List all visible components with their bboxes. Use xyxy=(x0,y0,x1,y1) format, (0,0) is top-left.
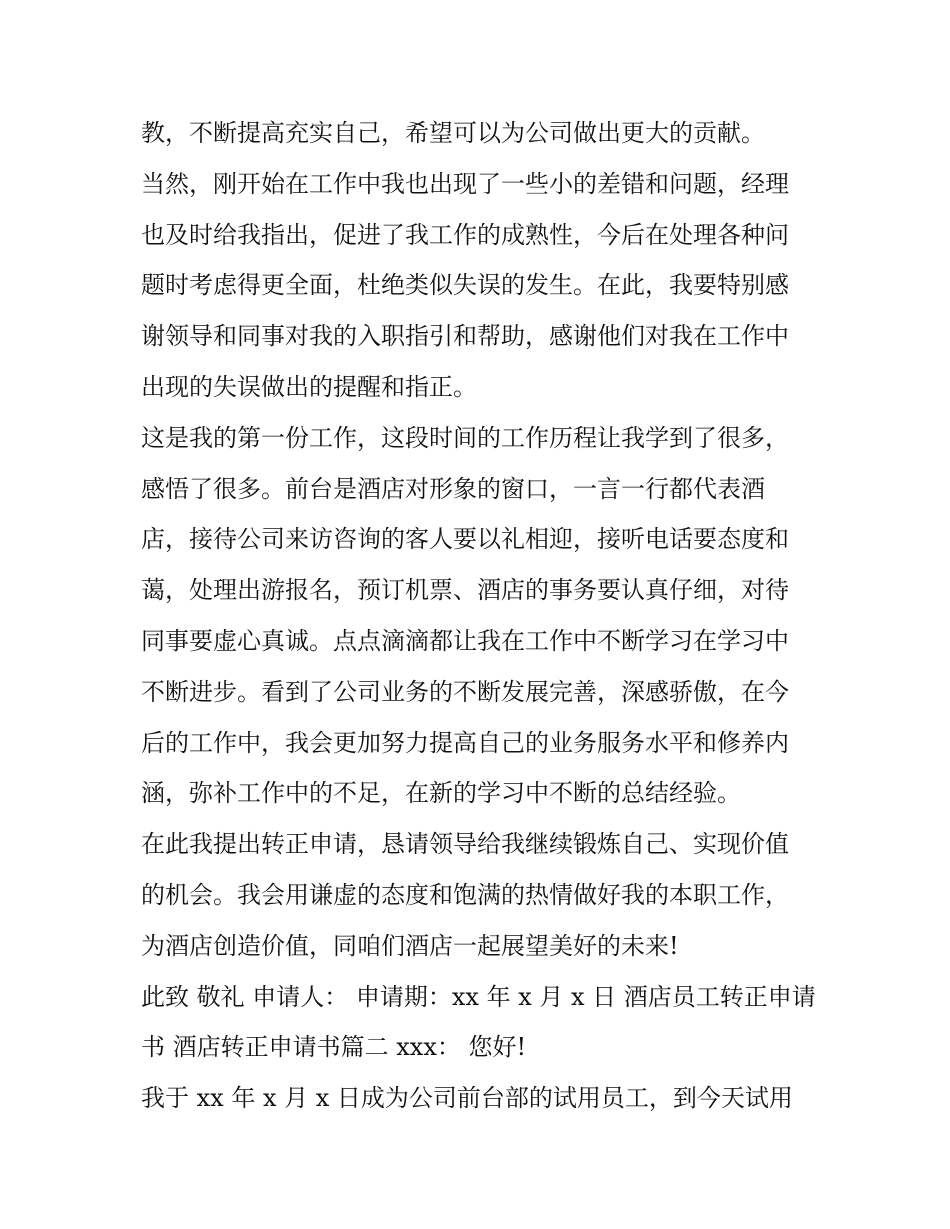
text-line-8: 感悟了很多。前台是酒店对形象的窗口，一言一行都代表酒 xyxy=(141,474,765,503)
text-line-5: 谢领导和同事对我的入职指引和帮助，感谢他们对我在工作中 xyxy=(141,322,789,351)
text-line-20: 我于 xx 年 x 月 x 日成为公司前台部的试用员工，到今天试用 xyxy=(141,1084,793,1113)
text-line-18: 此致 敬礼 申请人： 申请期：xx 年 x 月 x 日 酒店员工转正申请 xyxy=(141,982,816,1011)
text-line-17: 为酒店创造价值，同咱们酒店一起展望美好的未来! xyxy=(141,931,679,960)
text-line-6: 出现的失误做出的提醒和指正。 xyxy=(141,372,477,401)
text-line-10: 蔼，处理出游报名，预订机票、酒店的事务要认真仔细，对待 xyxy=(141,576,789,605)
text-line-7: 这是我的第一份工作，这段时间的工作历程让我学到了很多， xyxy=(141,423,789,452)
text-line-19: 书 酒店转正申请书篇二 xxx： 您好! xyxy=(141,1033,527,1062)
text-line-9: 店，接待公司来访咨询的客人要以礼相迎，接听电话要态度和 xyxy=(141,525,789,554)
text-line-12: 不断进步。看到了公司业务的不断发展完善，深感骄傲，在今 xyxy=(141,677,789,706)
text-line-11: 同事要虚心真诚。点点滴滴都让我在工作中不断学习在学习中 xyxy=(141,626,789,655)
text-line-2: 当然，刚开始在工作中我也出现了一些小的差错和问题，经理 xyxy=(141,169,789,198)
text-line-4: 题时考虑得更全面，杜绝类似失误的发生。在此，我要特别感 xyxy=(141,271,789,300)
text-line-14: 涵，弥补工作中的不足，在新的学习中不断的总结经验。 xyxy=(141,779,741,808)
text-line-15: 在此我提出转正申请，恳请领导给我继续锻炼自己、实现价值 xyxy=(141,830,789,859)
text-line-3: 也及时给我指出，促进了我工作的成熟性，今后在处理各种问 xyxy=(141,220,789,249)
document-body xyxy=(141,108,816,1124)
text-line-13: 后的工作中，我会更加努力提高自己的业务服务水平和修养内 xyxy=(141,728,789,757)
text-line-1: 教，不断提高充实自己，希望可以为公司做出更大的贡献。 xyxy=(141,119,765,147)
text-line-16: 的机会。我会用谦虚的态度和饱满的热情做好我的本职工作， xyxy=(141,880,789,909)
